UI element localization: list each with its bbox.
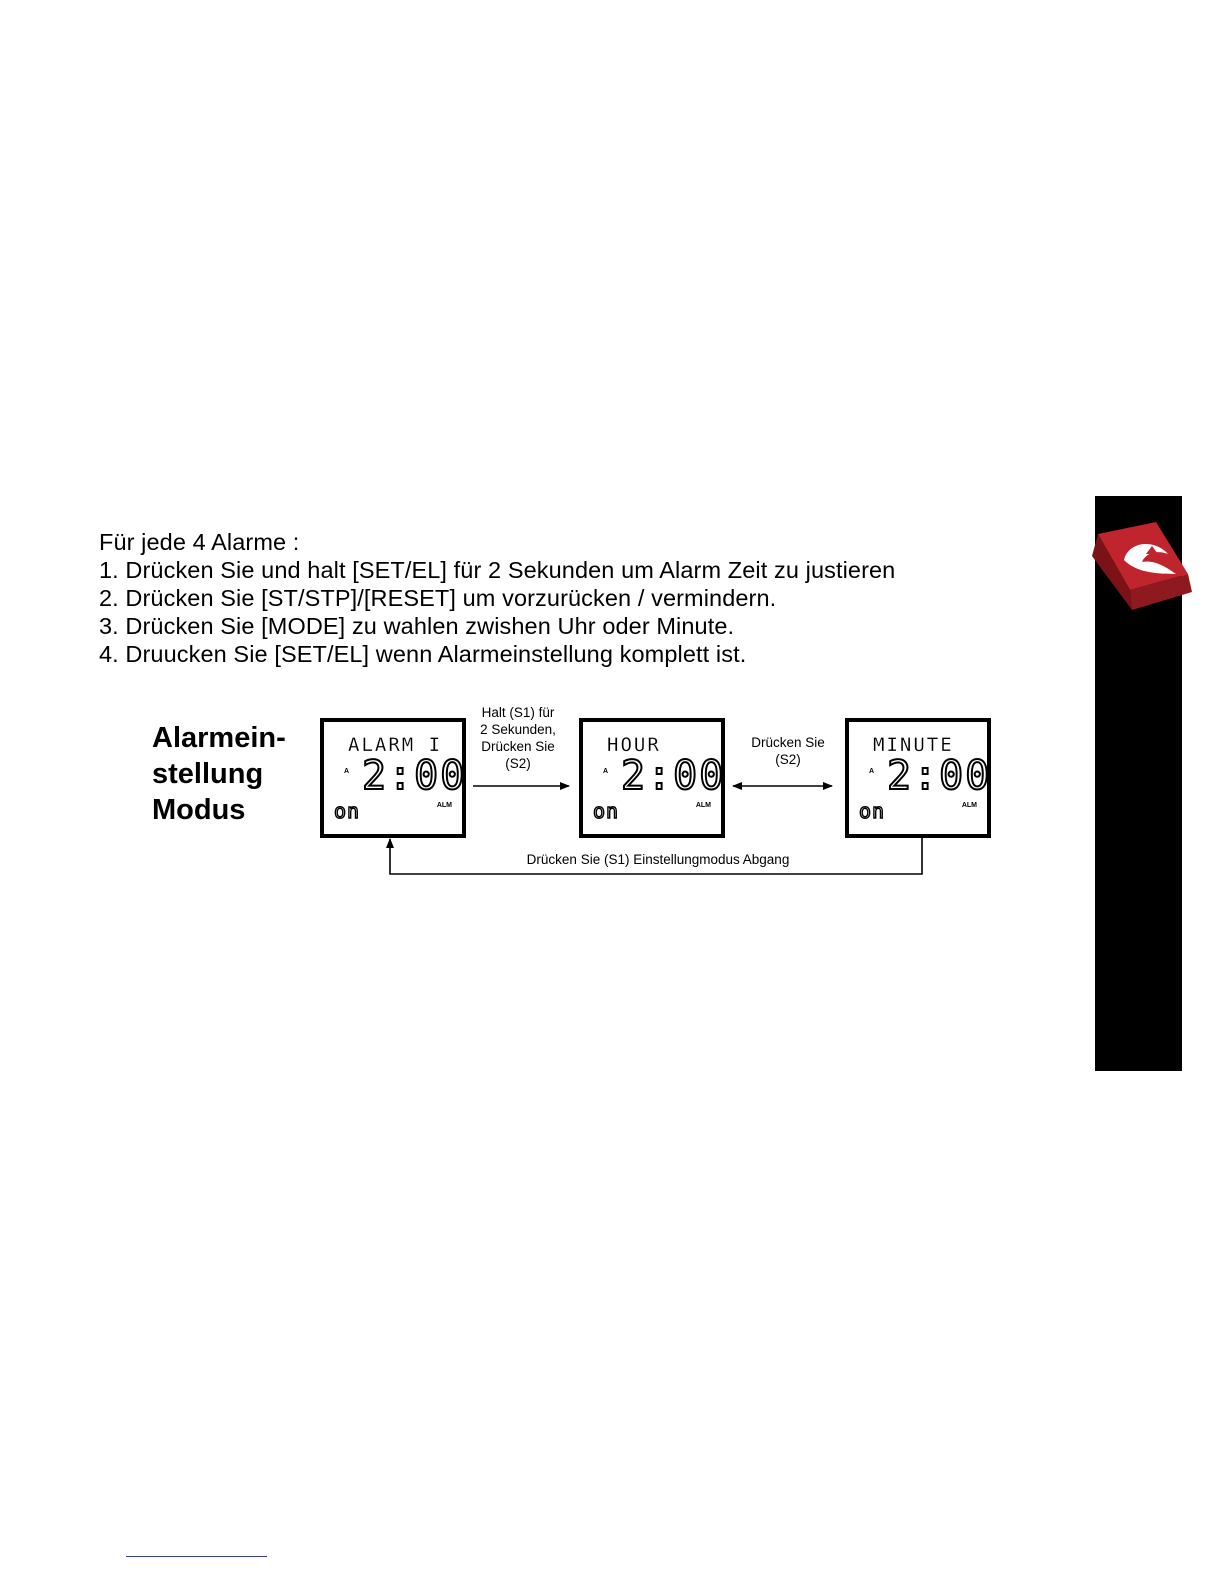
return-arrow-label: Drücken Sie (S1) Einstellungmodus Abgang: [526, 852, 790, 867]
footer-link-underline[interactable]: [126, 1556, 267, 1557]
arrow1-label-line-3: Drücken Sie: [481, 739, 555, 754]
lcd-alm-indicator: ALM: [436, 802, 452, 809]
diagram-title-line-2: stellung: [152, 758, 264, 790]
lcd-status: on: [859, 799, 886, 823]
lcd-time: 2:00: [621, 753, 726, 799]
diagram-title-line-3: Modus: [152, 794, 246, 826]
arrow2-label-line-2: (S2): [775, 752, 801, 767]
instructions-heading: Für jede 4 Alarme :: [99, 529, 300, 555]
instruction-step-4: 4. Druucken Sie [SET/EL] wenn Alarmeinstellung komplett ist.: [99, 641, 747, 667]
diagram-title-line-1: Alarmein-: [152, 722, 286, 754]
lcd-status: on: [593, 799, 620, 823]
lcd-top-text: MINUTE: [873, 734, 954, 756]
arrow1-label: [466, 704, 570, 772]
lcd-top-text: HOUR: [607, 734, 661, 756]
lcd-alm-indicator: ALM: [695, 802, 711, 809]
arrow1-label-line-2: 2 Sekunden,: [480, 722, 556, 737]
lcd-a-indicator: A: [344, 768, 350, 775]
arrow2-label-line-1: Drücken Sie: [751, 735, 825, 750]
arrow1-label-line-1: Halt (S1) für: [481, 705, 555, 720]
instruction-step-3: 3. Drücken Sie [MODE] zu wahlen zwishen Uhr oder Minute.: [99, 613, 735, 639]
lcd-alm-indicator: ALM: [961, 802, 977, 809]
lcd-a-indicator: A: [869, 768, 875, 775]
lcd-status: on: [334, 799, 361, 823]
instruction-step-1: 1. Drücken Sie und halt [SET/EL] für 2 Sekunden um Alarm Zeit zu justieren: [99, 557, 896, 583]
instruction-step-2: 2. Drücken Sie [ST/STP]/[RESET] um vorzurücken / vermindern.: [99, 585, 777, 611]
arrow2-label: [736, 734, 840, 768]
lcd-time: 2:00: [887, 753, 992, 799]
arrow1-label-line-4: (S2): [505, 756, 531, 771]
lcd-time: 2:00: [362, 753, 467, 799]
lcd-a-indicator: A: [603, 768, 609, 775]
lcd-top-text: ALARM I: [348, 734, 443, 756]
